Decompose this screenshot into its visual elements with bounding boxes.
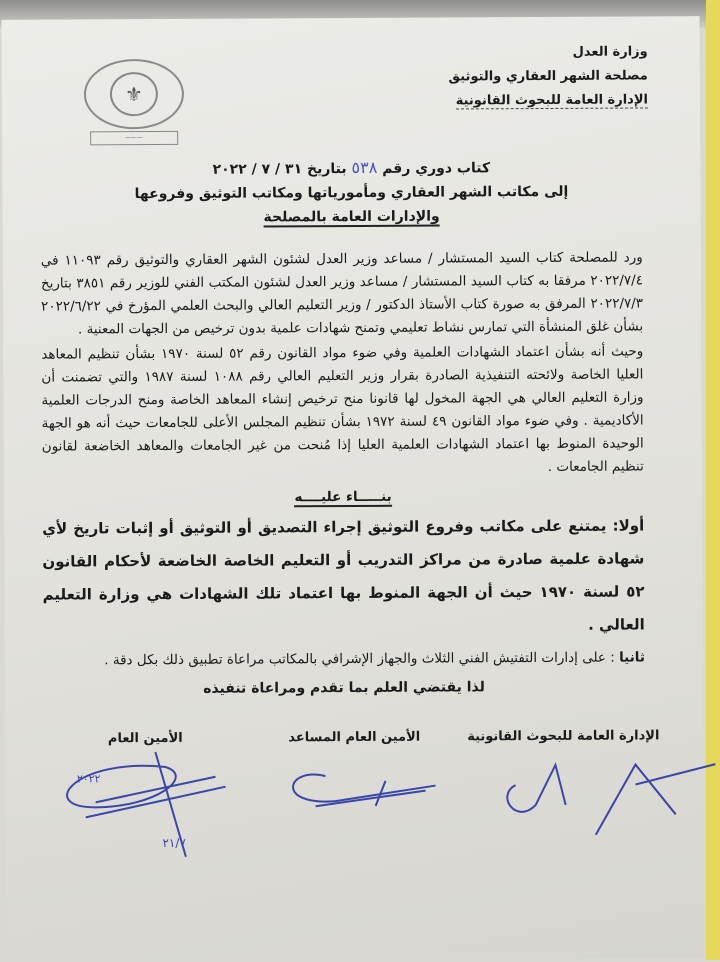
handwritten-signatures — [35, 744, 716, 858]
signature-title: الإدارة العامة للبحوث القانونية — [467, 728, 660, 745]
department-name: الإدارة العامة للبحوث القانونية — [455, 92, 649, 109]
signature-scribble-2 — [293, 774, 436, 806]
signature-scribble-3 — [507, 764, 716, 835]
signature-title: الأمين العام — [107, 730, 183, 747]
recipients-line-2: والإدارات العامة بالمصلحة — [263, 208, 440, 226]
date-label: بتاريخ — [306, 161, 347, 178]
first-directive: يمتنع على مكاتب وفروع التوثيق إجراء التصديق أو التوثيق أو إثبات تاريخ لأي شهادة علمية صادرة من مراكز التدريب أو التعليم الخاصة الخاضعة لأحكام القانون ٥٢ لسنة ١٩٧٠ حيث أن الجهة المنوط بها اعتماد تلك الشهادات هي وزارة التعليم العالي . — [42, 516, 645, 634]
eagle-seal-logo-icon: ⚜ — [84, 59, 184, 130]
signature-title: الأمين العام المساعد — [288, 729, 421, 746]
circular-label: كتاب دوري رقم — [382, 160, 491, 177]
circular-date: ٣١ / ٧ / ٢٠٢٢ — [212, 161, 303, 178]
signature-legal-research — [463, 728, 663, 744]
first-label: أولا: — [612, 516, 645, 535]
paragraph-1: ورد للمصلحة كتاب السيد المستشار / مساعد وزير العدل لشئون الشهر العقاري والتوثيق رقم ١١٠٩٣ في ٢٠٢٢/٧/٤ مرفقا به كتاب السيد المستشار / مساعد وزير العدل لشئون المكتب الفني للوزير رقم ٣٨٥١ بتاريخ ٢٠٢٢/٧/٣ المرفق به صورة كتاب الأستاذ الدكتور / وزير التعليم العالي والبحث العلمي المؤرخ في ٢٠٢٢/٦/٢٢ بشأن غلق المنشأة التي تمارس نشاط تعليمي وتمنح شهادات علمية بدون ترخيص من الجهات المعنية . — [40, 249, 644, 338]
paragraph-2: وحيث أنه بشأن اعتماد الشهادات العلمية وفي ضوء مواد القانون رقم ٥٢ لسنة ١٩٧٠ بشأن تنظيم المعاهد العليا الخاصة ولائحته التنفيذية الصادرة بقرار وزير التعليم العالي رقم ١٠٨٨ لسنة ١٩٨٧ والتي تضمنت أن وزارة التعليم العالي هي الجهة المخول لها قانونا منح ترخيص إنشاء المعاهد الخاصة ومنح الدرجات العلمية الأكاديمية . وفي ضوء مواد القانون ٤٩ لسنة ١٩٧٢ بشأن تنظيم المجلس الأعلى للجامعات حيث أنه هو الجهة الوحيدة المنوط بها اعتماد الشهادات العلمية العليا إذا مُنحت من غير الجامعات والمعاهد الخاضعة لقانون تنظيم الجامعات . — [41, 343, 644, 475]
authority-name: مصلحة الشهر العقاري والتوثيق — [448, 68, 648, 85]
logo-caption: ——— — [90, 131, 178, 145]
signature-scribble-1 — [67, 752, 226, 858]
circular-number: ٥٣٨ — [351, 157, 378, 178]
second-directive: : على إدارات التفتيش الفني الثلاث والجهاز الإشرافي بالمكاتب مراعاة تطبيق ذلك بكل دقة . — [104, 649, 615, 669]
handwritten-date: ٢٠٢٢ — [76, 772, 101, 786]
document-page — [2, 16, 705, 962]
letter-body — [41, 246, 645, 701]
closing-line: لذا يقتضي العلم بما تقدم ومراعاة تنفيذه — [203, 679, 485, 697]
handwritten-note: ٢١/٧ — [162, 835, 186, 851]
signature-secretary-general — [45, 731, 245, 747]
letterhead — [448, 40, 648, 113]
second-label: ثانيا — [619, 649, 645, 666]
recipients-line: إلى مكاتب الشهر العقاري ومأمورياتها ومكاتب التوثيق وفروعها — [134, 183, 569, 203]
therefore-heading: بنـــــاء عليــــه — [294, 488, 392, 506]
ministry-name: وزارة العدل — [572, 44, 648, 60]
signature-assistant-secretary — [254, 729, 454, 745]
circular-title — [62, 154, 640, 230]
